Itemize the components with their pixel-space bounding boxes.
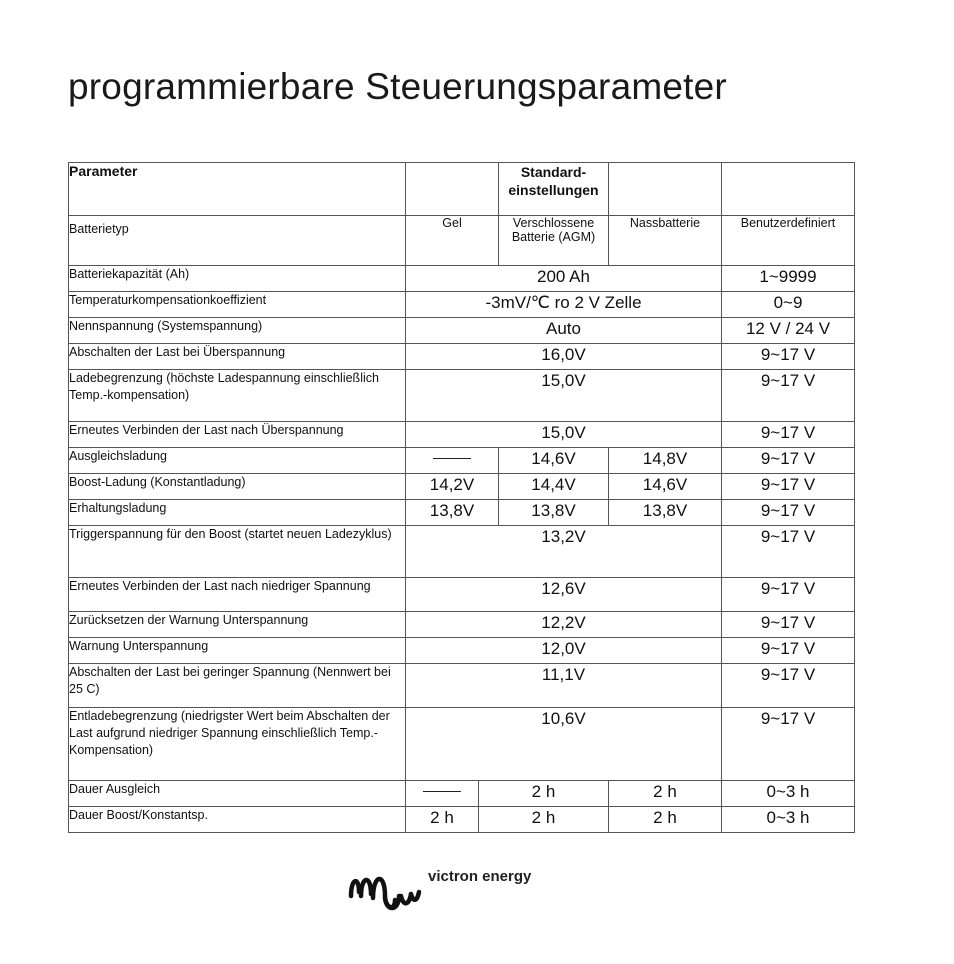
custom-value: 1~9999 [722,266,855,292]
table-row [69,664,855,708]
wet-value: 14,6V [609,474,722,500]
agm-value: 14,4V [499,474,609,500]
custom-value: 9~17 V [722,612,855,638]
table-row [69,500,855,526]
standard-value: 13,2V [406,526,722,578]
row-label: Ladebegrenzung (höchste Ladespannung einschließlich Temp.-kompensation) [69,370,406,422]
table-row [69,422,855,448]
header-parameter: Parameter [69,163,406,216]
table-row [69,474,855,500]
custom-value: 9~17 V [722,664,855,708]
row-label: Temperaturkompensationkoeffizient [69,292,406,318]
wet-value: 14,8V [609,448,722,474]
custom-value: 9~17 V [722,526,855,578]
header-standard: Standard-einstellungen [499,163,609,216]
custom-value: 9~17 V [722,578,855,612]
row-label: Erhaltungsladung [69,500,406,526]
custom-value: 9~17 V [722,344,855,370]
standard-value: 12,0V [406,638,722,664]
custom-value: 0~3 h [722,807,855,833]
table-row [69,638,855,664]
standard-value: 10,6V [406,708,722,781]
table-row [69,807,855,833]
standard-value: 16,0V [406,344,722,370]
row-label: Entladebegrenzung (niedrigster Wert beim Abschalten der Last aufgrund niedriger Spannung einschließlich Temp.-Kompensation) [69,708,406,781]
custom-value: 12 V / 24 V [722,318,855,344]
row-label: Dauer Boost/Konstantsp. [69,807,406,833]
dash-icon [433,458,471,459]
table-row [69,370,855,422]
custom-value: 9~17 V [722,422,855,448]
table-row [69,318,855,344]
custom-value: 9~17 V [722,474,855,500]
row-label: Abschalten der Last bei Überspannung [69,344,406,370]
row-label: Batterietyp [69,216,406,266]
row-label: Batteriekapazität (Ah) [69,266,406,292]
row-label: Ausgleichsladung [69,448,406,474]
custom-value: 0~9 [722,292,855,318]
wet-value: 2 h [609,807,722,833]
gel-value-dash [406,448,499,474]
row-label: Erneutes Verbinden der Last nach niedriger Spannung [69,578,406,612]
row-label: Warnung Unterspannung [69,638,406,664]
table-row [69,526,855,578]
standard-value: 15,0V [406,422,722,448]
custom-value: 9~17 V [722,370,855,422]
table-row [69,266,855,292]
gel-value: 14,2V [406,474,499,500]
row-label: Erneutes Verbinden der Last nach Überspannung [69,422,406,448]
victron-logo-icon [345,866,425,916]
wet-value: 13,8V [609,500,722,526]
custom-value: 9~17 V [722,638,855,664]
agm-value: 14,6V [499,448,609,474]
parameter-table [68,162,855,833]
table-row [69,612,855,638]
brand-name: victron energy [428,868,532,885]
gel-value-dash [406,781,479,807]
col-gel: Gel [406,216,499,266]
col-agm: Verschlossene Batterie (AGM) [499,216,609,266]
custom-value: 9~17 V [722,500,855,526]
gel-value: 13,8V [406,500,499,526]
row-label: Nennspannung (Systemspannung) [69,318,406,344]
row-label: Triggerspannung für den Boost (startet neuen Ladezyklus) [69,526,406,578]
row-label: Boost-Ladung (Konstantladung) [69,474,406,500]
standard-value: 12,6V [406,578,722,612]
table-row [69,163,855,216]
table-row [69,708,855,781]
gel-value: 2 h [406,807,479,833]
table-row [69,344,855,370]
agm-value: 2 h [479,807,609,833]
custom-value: 9~17 V [722,448,855,474]
standard-value: 12,2V [406,612,722,638]
standard-value: 11,1V [406,664,722,708]
table-row [69,216,855,266]
standard-value: -3mV/℃ ro 2 V Zelle [406,292,722,318]
table-row [69,781,855,807]
row-label: Zurücksetzen der Warnung Unterspannung [69,612,406,638]
dash-icon [423,791,461,792]
table-row [69,448,855,474]
standard-value: Auto [406,318,722,344]
agm-value: 13,8V [499,500,609,526]
page-title: programmierbare Steuerungsparameter [68,66,727,107]
col-custom: Benutzerdefiniert [722,216,855,266]
row-label: Abschalten der Last bei geringer Spannung (Nennwert bei 25 C) [69,664,406,708]
standard-value: 200 Ah [406,266,722,292]
wet-value: 2 h [609,781,722,807]
col-wet: Nassbatterie [609,216,722,266]
custom-value: 9~17 V [722,708,855,781]
table-row [69,292,855,318]
row-label: Dauer Ausgleich [69,781,406,807]
table-row [69,578,855,612]
custom-value: 0~3 h [722,781,855,807]
standard-value: 15,0V [406,370,722,422]
agm-value: 2 h [479,781,609,807]
